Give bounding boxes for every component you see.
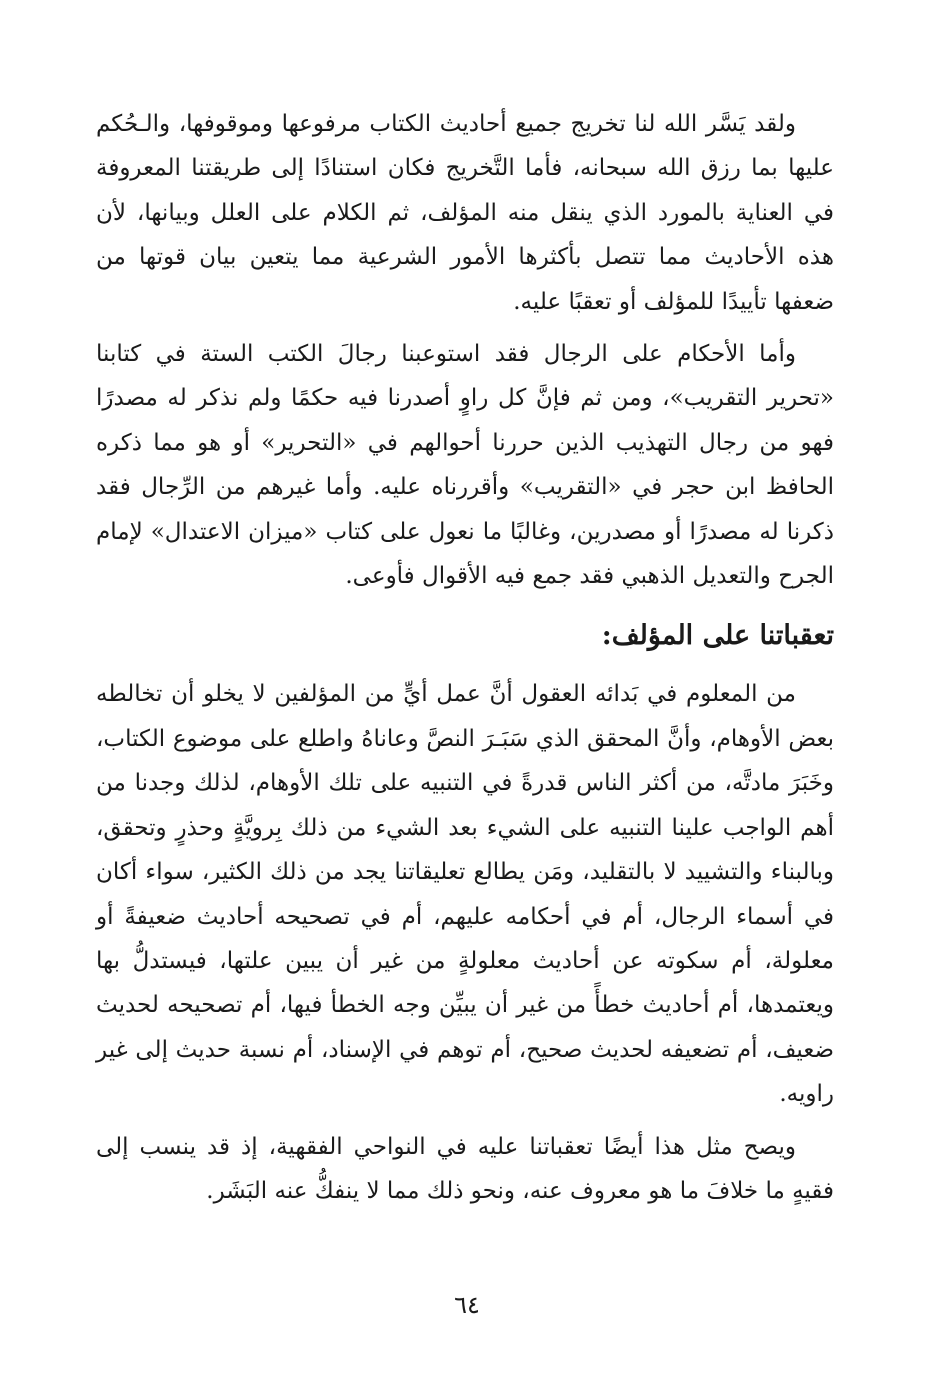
paragraph-takhrij: ولقد يَسَّر الله لنا تخريج جميع أحاديث الكتاب مرفوعها وموقوفها، والـحُكم عليها بما رزق الله سبحانه، فأما التَّخريج فكان استنادًا إلى طريقتنا المعروفة في العناية بالمورد الذي ينقل منه المؤلف، ثم الكلام على العلل وبيانها، لأن هذه الأحاديث مما تتصل بأكثرها الأمور الشرعية مما يتعين بيان قوتها من ضعفها تأييدًا للمؤلف أو تعقبًا عليه.: [96, 111, 834, 315]
paragraph-rijal: وأما الأحكام على الرجال فقد استوعبنا رجالَ الكتب الستة في كتابنا «تحرير التقريب»، ومن ثم فإنَّ كل راوٍ أصدرنا فيه حكمًا ولم نذكر له مصدرًا فهو من رجال التهذيب الذين حررنا أحوالهم في «التحرير» أو هو مما ذكره الحافظ ابن حجر في «التقريب» وأقررناه عليه. وأما غيرهم من الرِّجال فقد ذكرنا له مصدرًا أو مصدرين، وغالبًا ما نعول على كتاب «ميزان الاعتدال» لإمام الجرح والتعديل الذهبي فقد جمع فيه الأقوال فأوعى.: [96, 341, 834, 590]
paragraph-awham: من المعلوم في بَدائه العقول أنَّ عمل أيٍّ من المؤلفين لا يخلو أن تخالطه بعض الأوهام، وأنَّ المحقق الذي سَبَـرَ النصَّ وعاناهُ واطلع على موضوع الكتاب، وخَبَرَ مادتَّه، من أكثر الناس قدرةً في التنبيه على تلك الأوهام، لذلك وجدنا من أهم الواجب علينا التنبيه على الشيء بعد الشيء من ذلك بِرويَّةٍ وحذرٍ وتحقق، وبالبناء والتشييد لا بالتقليد، ومَن يطالع تعليقاتنا يجد من ذلك الكثير، سواء أكان في أسماء الرجال، أم في أحكامه عليهم، أم في تصحيحه أحاديث ضعيفةً أو معلولة، أم سكوته عن أحاديث معلولةٍ من غير أن يبين علتها، فيستدلُّ بها ويعتمدها، أم أحاديث خطأً من غير أن يبيِّن وجه الخطأ فيها، أم تصحيحه لحديث ضعيف، أم تضعيفه لحديث صحيح، أم توهم في الإسناد، أم نسبة حديث إلى غير راويه.: [96, 681, 834, 1108]
section-heading: تعقباتنا على المؤلف:: [601, 620, 834, 652]
page-number: ٦٤: [454, 1291, 480, 1319]
paragraph-fiqh: ويصح مثل هذا أيضًا تعقباتنا عليه في النواحي الفقهية، إذ قد ينسب إلى فقيهٍ ما خلافَ ما هو معروف عنه، ونحو ذلك مما لا ينفكُّ عنه البَشَر.: [96, 1133, 834, 1204]
body-text: [96, 102, 834, 1213]
